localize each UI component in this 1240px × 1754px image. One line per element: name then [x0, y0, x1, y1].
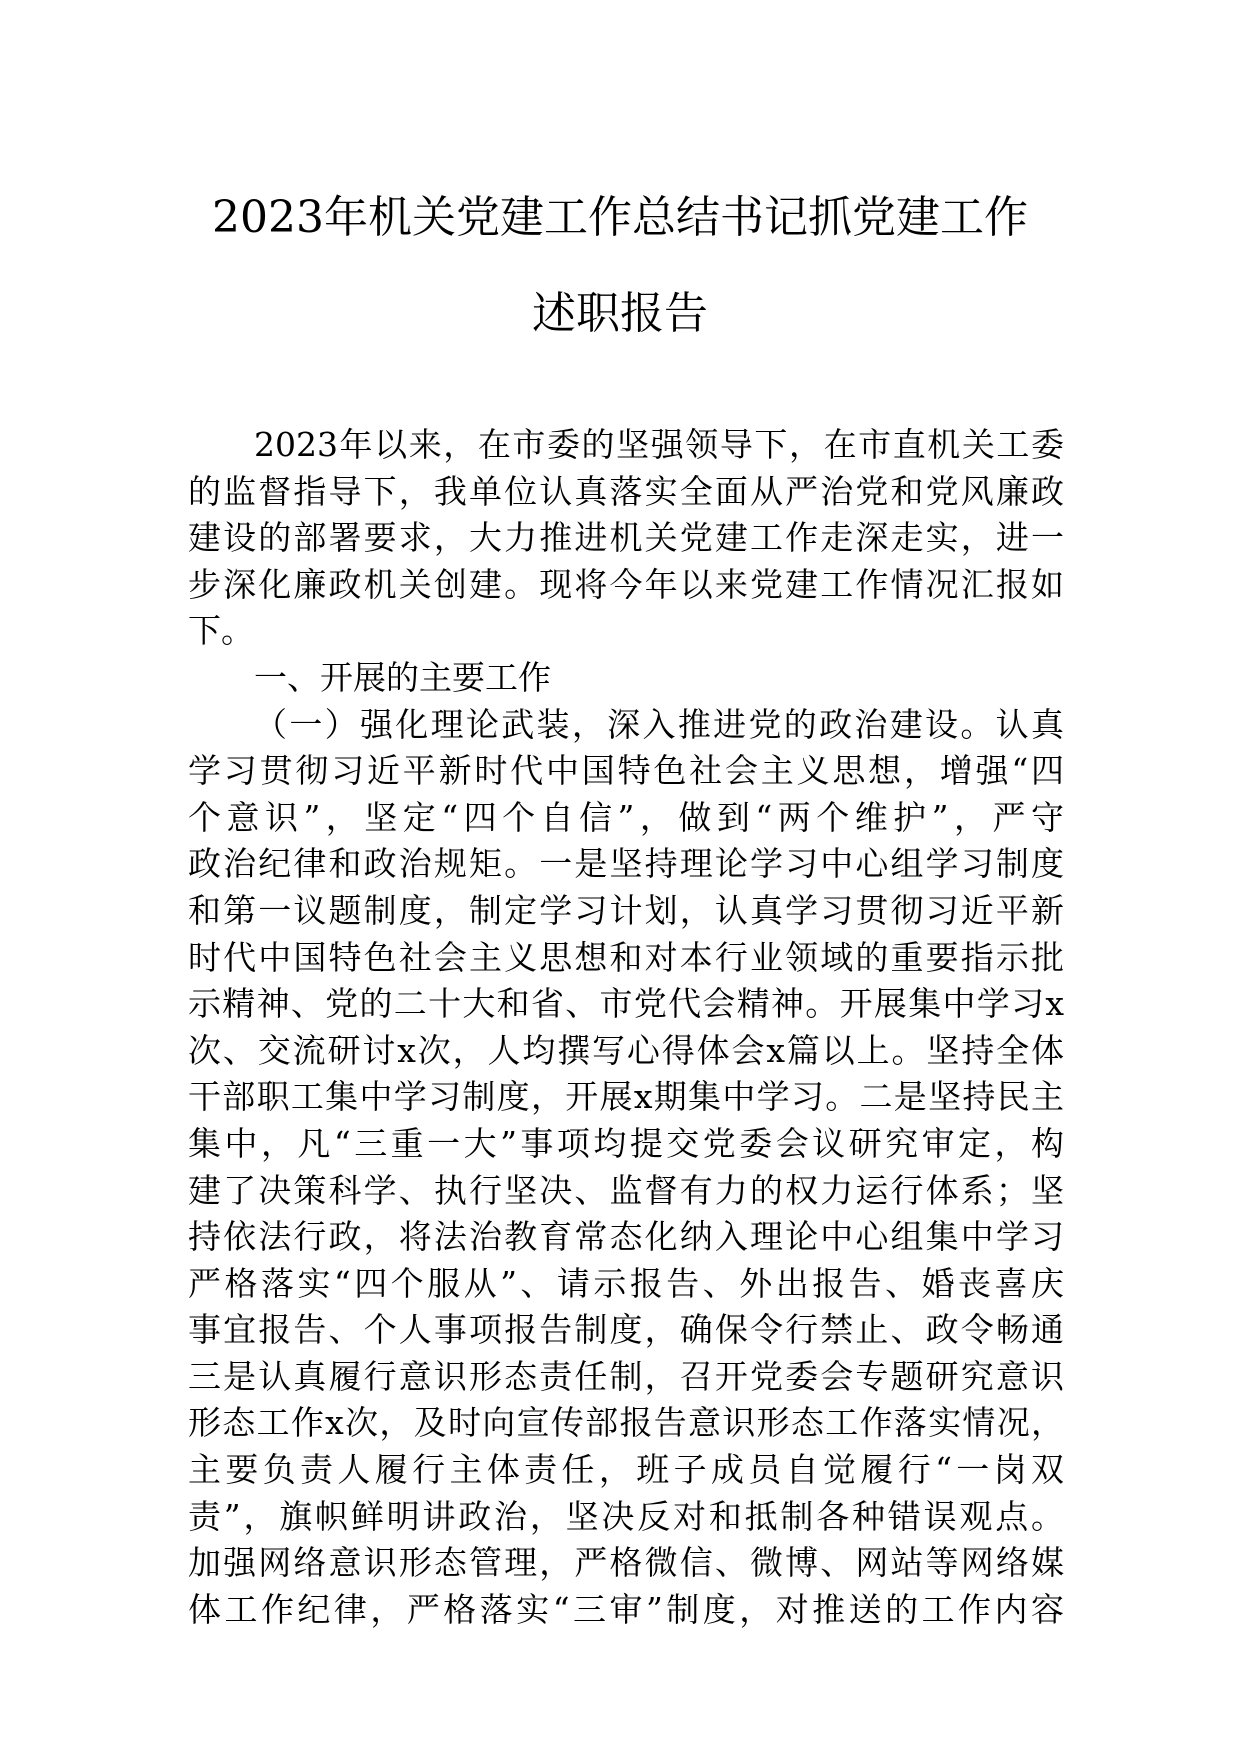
- paragraph-line: 干部职工集中学习制度，开展x期集中学习。二是坚持民主: [188, 1077, 1064, 1117]
- paragraph-line: 时代中国特色社会主义思想和对本行业领域的重要指示批: [188, 937, 1064, 977]
- document-body: [188, 422, 1064, 1633]
- paragraph-line: 和第一议题制度，制定学习计划，认真学习贯彻习近平新: [188, 890, 1064, 930]
- paragraph-line: 政治纪律和政治规矩。一是坚持理论学习中心组学习制度: [188, 844, 1064, 884]
- paragraph-line: 集中，凡“三重一大”事项均提交党委会议研究审定，构: [188, 1123, 1064, 1163]
- paragraph-line: 主要负责人履行主体责任，班子成员自觉履行“一岗双: [188, 1450, 1064, 1490]
- paragraph-line: 次、交流研讨x次，人均撰写心得体会x篇以上。坚持全体: [188, 1030, 1064, 1070]
- paragraph-line: 形态工作x次，及时向宣传部报告意识形态工作落实情况，: [188, 1403, 1064, 1443]
- paragraph-line: 下。: [188, 611, 254, 651]
- paragraph-line: 严格落实“四个服从”、请示报告、外出报告、婚丧喜庆: [188, 1263, 1064, 1303]
- paragraph-line: 2023年以来，在市委的坚强领导下，在市直机关工委: [254, 425, 1064, 464]
- paragraph-line: 事宜报告、个人事项报告制度，确保令行禁止、政令畅通: [188, 1310, 1064, 1350]
- paragraph-line: （一）强化理论武装，深入推进党的政治建设。认真: [254, 704, 1064, 744]
- paragraph-line: 的监督指导下，我单位认真落实全面从严治党和党风廉政: [188, 471, 1064, 511]
- document-title-line-1: 2023年机关党建工作总结书记抓党建工作: [212, 192, 1028, 243]
- paragraph-line: 持依法行政，将法治教育常态化纳入理论中心组集中学习: [188, 1217, 1064, 1257]
- paragraph-line: 个意识”，坚定“四个自信”，做到“两个维护”，严守: [188, 797, 1064, 837]
- paragraph-line: 步深化廉政机关创建。现将今年以来党建工作情况汇报如: [188, 564, 1064, 604]
- paragraph-line: 建设的部署要求，大力推进机关党建工作走深走实，进一: [188, 518, 1064, 558]
- paragraph-line: 建了决策科学、执行坚决、监督有力的权力运行体系；坚: [188, 1170, 1064, 1210]
- paragraph-line: 学习贯彻习近平新时代中国特色社会主义思想，增强“四: [188, 751, 1064, 791]
- paragraph-line: 加强网络意识形态管理，严格微信、微博、网站等网络媒: [188, 1543, 1064, 1583]
- section-heading: 一、开展的主要工作: [254, 657, 551, 697]
- paragraph-line: 三是认真履行意识形态责任制，召开党委会专题研究意识: [188, 1356, 1064, 1396]
- paragraph-line: 体工作纪律，严格落实“三审”制度，对推送的工作内容: [188, 1589, 1064, 1629]
- paragraph-line: 责”，旗帜鲜明讲政治，坚决反对和抵制各种错误观点。: [188, 1496, 1064, 1536]
- paragraph-line: 示精神、党的二十大和省、市党代会精神。开展集中学习x: [188, 984, 1064, 1024]
- document-title-line-2: 述职报告: [532, 288, 708, 339]
